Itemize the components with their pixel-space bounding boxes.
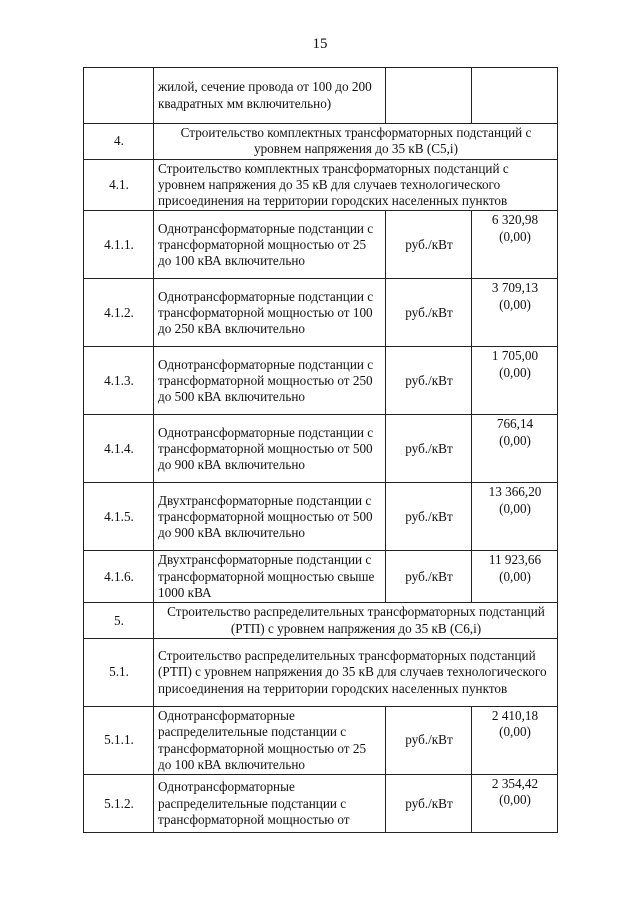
row-value-cell (472, 483, 558, 551)
row-value: 3 709,13 (491, 280, 539, 296)
table-row-subsection (84, 159, 558, 211)
row-value: 11 923,66 (488, 552, 542, 568)
row-name: Однотрансформаторные подстанции с трансформаторной мощностью от 100 до 250 кВА включительно (154, 279, 386, 347)
row-number: 4.1.5. (84, 483, 154, 551)
row-unit: руб./кВт (386, 483, 472, 551)
row-value-cell (472, 415, 558, 483)
row-value: 13 366,20 (488, 484, 542, 500)
row-unit: руб./кВт (386, 347, 472, 415)
row-number: 4.1.3. (84, 347, 154, 415)
row-number: 5.1.1. (84, 706, 154, 774)
row-number: 5. (84, 603, 154, 639)
row-name: Однотрансформаторные подстанции с трансформаторной мощностью от 25 до 100 кВА включительно (154, 211, 386, 279)
row-value-cell (472, 211, 558, 279)
row-unit: руб./кВт (386, 706, 472, 774)
row-value-cell (472, 279, 558, 347)
subsection-title: Строительство распределительных трансформаторных подстанций (РТП) с уровнем напряжения до 35 кВ для случаев технологического присоединения на территории городских населенных пунктов (154, 638, 558, 706)
row-name: Двухтрансформаторные подстанции с трансформаторной мощностью от 500 до 900 кВА включительно (154, 483, 386, 551)
table-row (84, 279, 558, 347)
row-value (472, 68, 558, 124)
table-row (84, 211, 558, 279)
table-row (84, 483, 558, 551)
row-number: 4.1.1. (84, 211, 154, 279)
row-unit (386, 68, 472, 124)
table-row (84, 347, 558, 415)
page-number: 15 (312, 36, 328, 52)
row-value-cell (472, 347, 558, 415)
table-row (84, 775, 558, 833)
table-row (84, 706, 558, 774)
row-value-sub: (0,00) (499, 568, 531, 584)
table-row (84, 551, 558, 603)
row-unit: руб./кВт (386, 211, 472, 279)
row-name: жилой, сечение провода от 100 до 200 квадратных мм включительно) (154, 68, 386, 124)
row-value-sub: (0,00) (499, 296, 531, 312)
row-name: Однотрансформаторные распределительные подстанции с трансформаторной мощностью от 25 до 100 кВА включительно (154, 706, 386, 774)
row-number: 4.1. (84, 159, 154, 211)
row-value-cell (472, 706, 558, 774)
row-value-cell (472, 551, 558, 603)
section-title: Строительство комплектных трансформаторных подстанций с уровнем напряжения до 35 кВ (С5,i) (154, 124, 558, 160)
row-value: 1 705,00 (491, 348, 539, 364)
table-row-subsection (84, 638, 558, 706)
row-value: 2 410,18 (491, 707, 539, 723)
row-value-sub: (0,00) (499, 724, 531, 740)
row-number: 4. (84, 124, 154, 160)
row-number: 5.1. (84, 638, 154, 706)
row-number: 4.1.6. (84, 551, 154, 603)
row-unit: руб./кВт (386, 279, 472, 347)
row-name: Двухтрансформаторные подстанции с трансформаторной мощностью свыше 1000 кВА (154, 551, 386, 603)
row-value-sub: (0,00) (499, 792, 531, 808)
row-value-sub: (0,00) (499, 364, 531, 380)
row-number: 4.1.4. (84, 415, 154, 483)
section-title: Строительство распределительных трансформаторных подстанций (РТП) с уровнем напряжения до 35 кВ (С6,i) (154, 603, 558, 639)
row-value-cell (472, 775, 558, 833)
table-row (84, 415, 558, 483)
row-number (84, 68, 154, 124)
row-number: 5.1.2. (84, 775, 154, 833)
row-value: 2 354,42 (491, 776, 539, 792)
row-name: Однотрансформаторные подстанции с трансформаторной мощностью от 250 до 500 кВА включительно (154, 347, 386, 415)
row-value-sub: (0,00) (499, 500, 531, 516)
row-unit: руб./кВт (386, 775, 472, 833)
row-unit: руб./кВт (386, 551, 472, 603)
row-unit: руб./кВт (386, 415, 472, 483)
row-value-sub: (0,00) (499, 432, 531, 448)
row-value: 766,14 (496, 416, 534, 432)
row-value-sub: (0,00) (499, 228, 531, 244)
subsection-title: Строительство комплектных трансформаторных подстанций с уровнем напряжения до 35 кВ для случаев технологического присоединения на территории городских населенных пунктов (154, 159, 558, 211)
table-row-section (84, 603, 558, 639)
row-name: Однотрансформаторные распределительные подстанции с трансформаторной мощностью от (154, 775, 386, 833)
row-number: 4.1.2. (84, 279, 154, 347)
table-row-section (84, 124, 558, 160)
table-row-continuation (84, 68, 558, 124)
tariff-table (83, 67, 558, 833)
row-value: 6 320,98 (491, 212, 539, 228)
row-name: Однотрансформаторные подстанции с трансформаторной мощностью от 500 до 900 кВА включительно (154, 415, 386, 483)
